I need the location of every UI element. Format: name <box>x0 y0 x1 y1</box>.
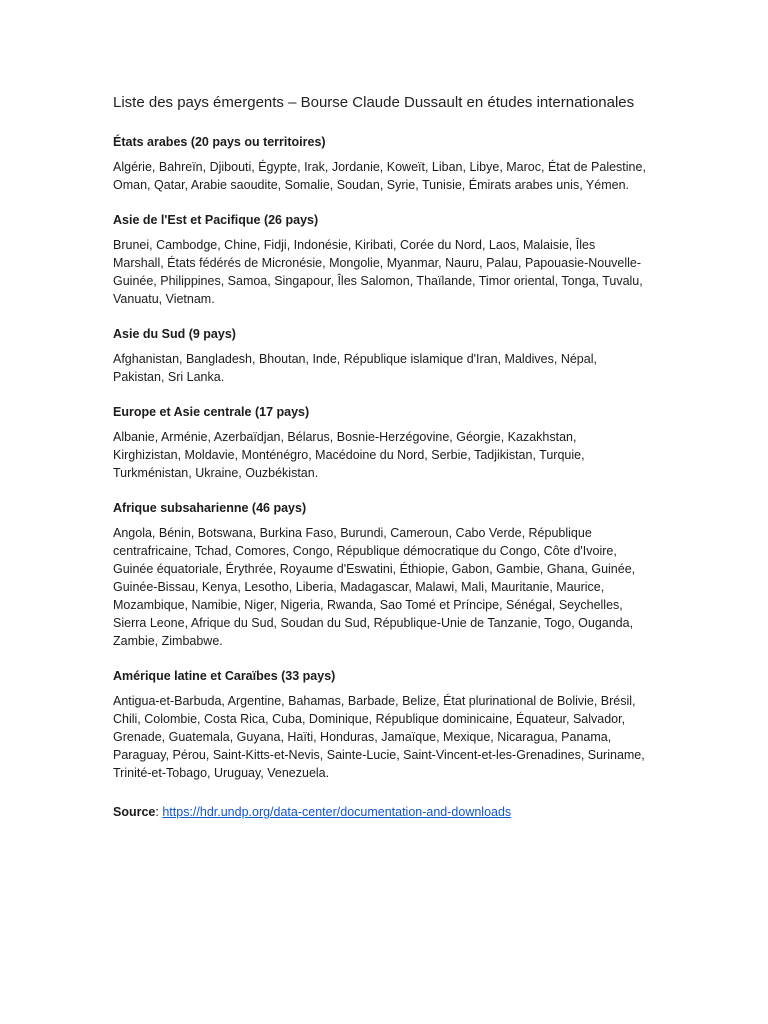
section-heading: Europe et Asie centrale (17 pays) <box>113 405 310 419</box>
source-line <box>113 803 648 821</box>
document-page <box>113 93 648 821</box>
section-body: Brunei, Cambodge, Chine, Fidji, Indonésie, Kiribati, Corée du Nord, Laos, Malaisie, Îles Marshall, États fédérés de Micronésie, Mongolie, Myanmar, Nauru, Palau, Papouasie-Nouvelle-Guinée, Philippines, Samoa, Singapour, Îles Salomon, Thaïlande, Timor oriental, Tonga, Tuvalu, Vanuatu, Vietnam. <box>113 238 643 306</box>
section-heading: Afrique subsaharienne (46 pays) <box>113 501 307 515</box>
section-body: Angola, Bénin, Botswana, Burkina Faso, Burundi, Cameroun, Cabo Verde, République centrafricaine, Tchad, Comores, Congo, République démocratique du Congo, Côte d'Ivoire, Guinée équatoriale, Érythrée, Royaume d'Eswatini, Éthiopie, Gabon, Gambie, Ghana, Guinée, Guinée-Bissau, Kenya, Lesotho, Liberia, Madagascar, Malawi, Mali, Mauritanie, Maurice, Mozambique, Namibie, Niger, Nigeria, Rwanda, Sao Tomé et Príncipe, Sénégal, Seychelles, Sierra Leone, Afrique du Sud, Soudan du Sud, République-Unie de Tanzanie, Togo, Ouganda, Zambie, Zimbabwe. <box>113 526 636 648</box>
section-latin-america-caribbean <box>113 667 648 782</box>
section-body: Antigua-et-Barbuda, Argentine, Bahamas, Barbade, Belize, État plurinational de Bolivie, Brésil, Chili, Colombie, Costa Rica, Cuba, Dominique, République dominicaine, Équateur, Salvador, Grenade, Guatemala, Guyana, Haïti, Honduras, Jamaïque, Mexique, Nicaragua, Panama, Paraguay, Pérou, Saint-Kitts-et-Nevis, Sainte-Lucie, Saint-Vincent-et-les-Grenadines, Suriname, Trinité-et-Tobago, Uruguay, Venezuela. <box>113 694 645 780</box>
section-east-asia-pacific <box>113 211 648 308</box>
section-europe-central-asia <box>113 403 648 482</box>
section-heading: États arabes (20 pays ou territoires) <box>113 135 326 149</box>
section-sub-saharan-africa <box>113 499 648 650</box>
section-body: Afghanistan, Bangladesh, Bhoutan, Inde, République islamique d'Iran, Maldives, Népal, Pakistan, Sri Lanka. <box>113 352 597 384</box>
section-heading: Asie de l'Est et Pacifique (26 pays) <box>113 213 319 227</box>
section-arab-states <box>113 133 648 194</box>
document-title: Liste des pays émergents – Bourse Claude Dussault en études internationales <box>113 94 635 111</box>
section-heading: Asie du Sud (9 pays) <box>113 327 236 341</box>
section-body: Algérie, Bahreïn, Djibouti, Égypte, Irak, Jordanie, Koweït, Liban, Libye, Maroc, État de Palestine, Oman, Qatar, Arabie saoudite, Somalie, Soudan, Syrie, Tunisie, Émirats arabes unis, Yémen. <box>113 160 646 192</box>
source-link[interactable]: https://hdr.undp.org/data-center/documentation-and-downloads <box>162 805 512 819</box>
source-label: Source <box>113 805 156 819</box>
section-heading: Amérique latine et Caraïbes (33 pays) <box>113 669 336 683</box>
section-south-asia <box>113 325 648 386</box>
section-body: Albanie, Arménie, Azerbaïdjan, Bélarus, Bosnie-Herzégovine, Géorgie, Kazakhstan, Kirghizistan, Moldavie, Monténégro, Macédoine du Nord, Serbie, Tadjikistan, Turquie, Turkménistan, Ukraine, Ouzbékistan. <box>113 430 585 480</box>
source-separator: : <box>155 805 163 819</box>
